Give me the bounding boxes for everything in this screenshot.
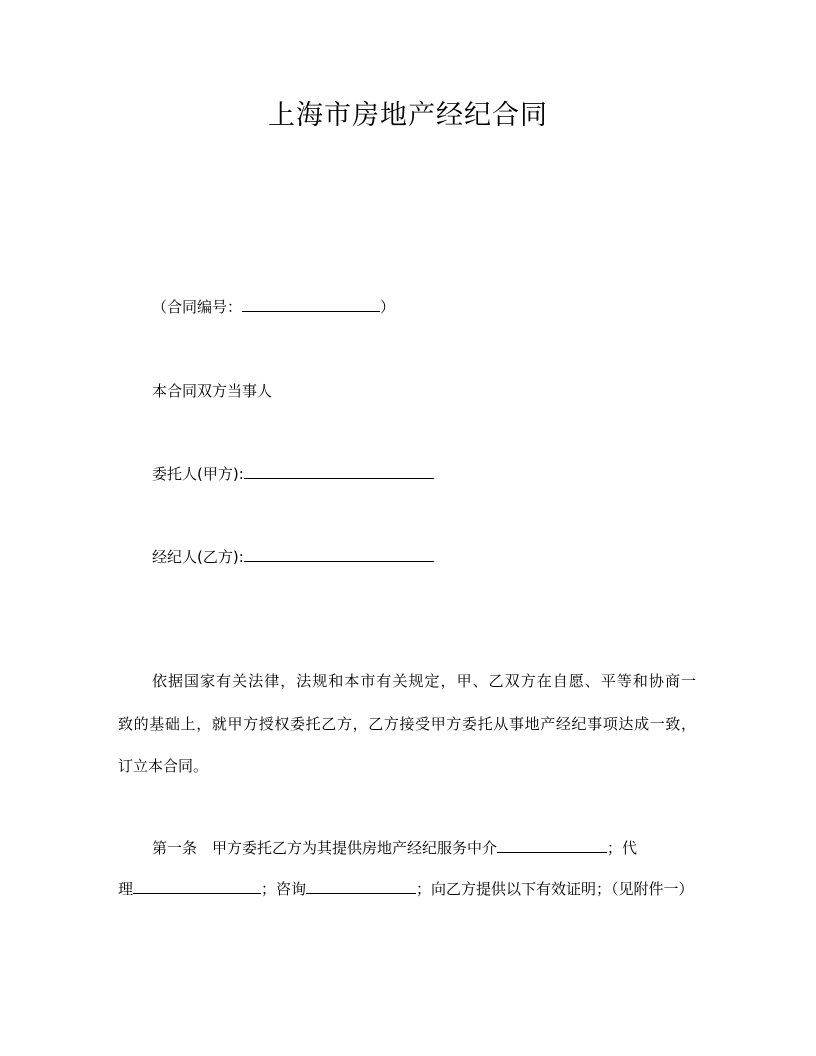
article-1-line-1: [152, 837, 637, 859]
broker-label: 经纪人(乙方):: [152, 548, 244, 566]
consulting-blank[interactable]: [306, 878, 416, 894]
agency-label: 理: [118, 880, 134, 898]
intro-paragraph-line-3: 订立本合同。: [118, 757, 209, 775]
principal-line: [152, 463, 434, 485]
document-title: 上海市房地产经纪合同: [268, 100, 548, 131]
contract-number-line: [152, 296, 395, 318]
article-1-text: 第一条 甲方委托乙方为其提供房地产经纪服务中介: [152, 839, 498, 857]
broker-line: [152, 546, 434, 568]
parties-heading: 本合同双方当事人: [152, 382, 273, 400]
intermediary-blank[interactable]: [497, 837, 607, 853]
intro-paragraph-line-1: 依据国家有关法律，法规和本市有关规定，甲、乙双方在自愿、平等和协商一: [152, 672, 696, 690]
contract-number-blank[interactable]: [242, 296, 380, 312]
certificates-text: ；向乙方提供以下有效证明；（见附件一）: [416, 880, 694, 898]
article-1-line-2: [118, 878, 694, 900]
contract-number-close: ）: [380, 298, 396, 316]
contract-number-label: （合同编号：: [152, 298, 243, 316]
intro-paragraph-line-2: 致的基础上，就甲方授权委托乙方，乙方接受甲方委托从事地产经纪事项达成一致，: [118, 715, 696, 733]
article-1-line-1-end: ；代: [607, 839, 638, 857]
agency-blank[interactable]: [133, 878, 261, 894]
broker-blank[interactable]: [244, 546, 434, 562]
principal-label: 委托人(甲方):: [152, 465, 244, 483]
consulting-label: ；咨询: [261, 880, 307, 898]
principal-blank[interactable]: [244, 463, 434, 479]
